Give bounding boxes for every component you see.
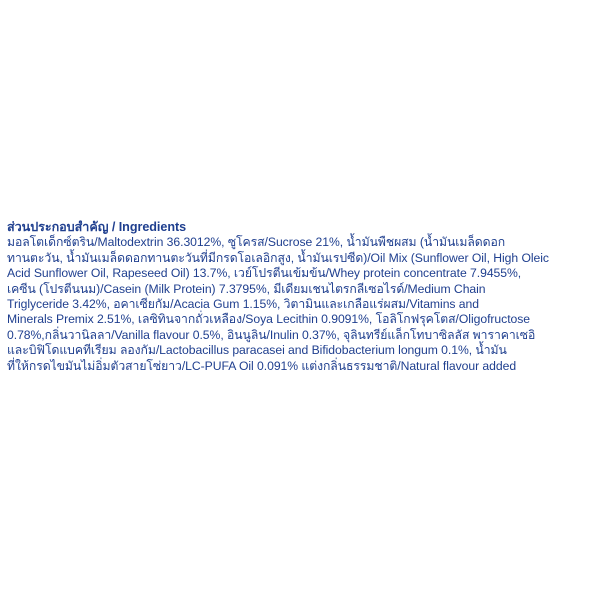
ingredients-block [7,220,595,374]
ingredients-heading: ส่วนประกอบสำคัญ / Ingredients [7,220,187,234]
ingredients-line: ที่ให้กรดไขมันไม่อิ่มตัวสายโซ่ยาว/LC-PUFA Oil 0.091% แต่งกลิ่นธรรมชาติ/Natural flavour added [7,358,517,373]
ingredients-line: 0.78%,กลิ่นวานิลลา/Vanilla flavour 0.5%, อินนูลิน/Inulin 0.37%, จุลินทรีย์แล็กโทบาซิลลัส พาราคาเซอิ [7,327,536,342]
ingredients-line: ทานตะวัน, น้ำมันเมล็ดดอกทานตะวันที่มีกรดโอเลอิกสูง, น้ำมันเรปซีด)/Oil Mix (Sunflower Oil, High Oleic [7,250,549,265]
ingredients-line: Acid Sunflower Oil, Rapeseed Oil) 13.7%, เวย์โปรตีนเข้มข้น/Whey protein concentrate 7.9455%, [7,266,522,281]
ingredients-line: เคซีน (โปรตีนนม)/Casein (Milk Protein) 7.3795%, มีเดียมเชนไตรกลีเซอไรด์/Medium Chain [7,281,486,296]
ingredients-line: และบิฟิโดแบคทีเรียม ลองกัม/Lactobacillus paracasei and Bifidobacterium longum 0.1%, น้ำมัน [7,343,507,358]
ingredients-line: มอลโตเด็กซ์ตริน/Maltodextrin 36.3012%, ซูโครส/Sucrose 21%, น้ำมันพืชผสม (น้ำมันเมล็ดดอก [7,235,506,250]
ingredients-line: Triglyceride 3.42%, อคาเซียกัม/Acacia Gum 1.15%, วิตามินและเกลือแร่ผสม/Vitamins and [7,297,479,312]
ingredients-line: Minerals Premix 2.51%, เลซิทินจากถั่วเหลือง/Soya Lecithin 0.9091%, โอลิโกฟรุคโตส/Oligofructose [7,312,531,327]
